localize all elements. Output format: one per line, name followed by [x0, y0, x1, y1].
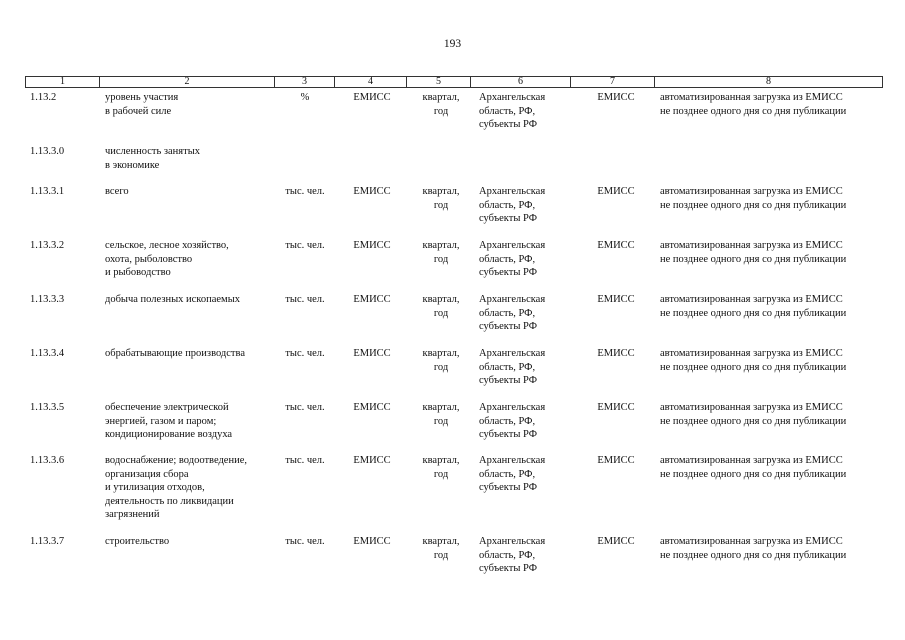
row-source-2: ЕМИСС — [597, 536, 635, 547]
row-unit: тыс. чел. — [285, 186, 325, 197]
row-code: 1.13.2 — [30, 92, 57, 103]
row-level: Архангельская область, РФ, субъекты РФ — [479, 294, 546, 332]
row-method: автоматизированная загрузка из ЕМИСС не позднее одного дня со дня публикации — [660, 402, 847, 427]
row-method: автоматизированная загрузка из ЕМИСС не позднее одного дня со дня публикации — [660, 240, 847, 265]
row-unit: тыс. чел. — [285, 348, 325, 359]
column-header-3: 3 — [275, 77, 335, 87]
row-indicator-name: всего — [105, 186, 129, 197]
row-source-2: ЕМИСС — [597, 240, 635, 251]
row-source-2: ЕМИСС — [597, 186, 635, 197]
row-level: Архангельская область, РФ, субъекты РФ — [479, 348, 546, 386]
row-period: квартал, год — [422, 186, 460, 211]
row-period: квартал, год — [422, 240, 460, 265]
column-header-2: 2 — [100, 77, 275, 87]
row-method: автоматизированная загрузка из ЕМИСС не позднее одного дня со дня публикации — [660, 186, 847, 211]
row-method: автоматизированная загрузка из ЕМИСС не позднее одного дня со дня публикации — [660, 294, 847, 319]
row-source-2: ЕМИСС — [597, 455, 635, 466]
row-source-2: ЕМИСС — [597, 348, 635, 359]
row-code: 1.13.3.3 — [30, 294, 65, 305]
column-header-7: 7 — [571, 77, 655, 87]
column-header-8: 8 — [766, 76, 771, 87]
row-indicator-name: водоснабжение; водоотведение, организация сбора и утилизация отходов, деятельность по ликвидации загрязнений — [105, 455, 247, 520]
row-code: 1.13.3.0 — [30, 146, 65, 157]
column-header-6: 6 — [471, 77, 571, 87]
row-unit: тыс. чел. — [285, 240, 325, 251]
row-level: Архангельская область, РФ, субъекты РФ — [479, 92, 546, 130]
row-source: ЕМИСС — [353, 455, 391, 466]
row-indicator-name: строительство — [105, 536, 170, 547]
row-indicator-name: сельское, лесное хозяйство, охота, рыболовство и рыбоводство — [105, 240, 229, 278]
row-period: квартал, год — [422, 92, 460, 117]
row-period: квартал, год — [422, 402, 460, 427]
column-header-1: 1 — [26, 77, 100, 87]
row-unit: тыс. чел. — [285, 402, 325, 413]
row-code: 1.13.3.4 — [30, 348, 65, 359]
row-method: автоматизированная загрузка из ЕМИСС не позднее одного дня со дня публикации — [660, 455, 847, 480]
row-source-2: ЕМИСС — [597, 402, 635, 413]
row-code: 1.13.3.5 — [30, 402, 65, 413]
row-source-2: ЕМИСС — [597, 92, 635, 103]
page-number: 193 — [443, 38, 462, 50]
column-header-5: 5 — [407, 77, 471, 87]
row-code: 1.13.3.7 — [30, 536, 65, 547]
row-unit: % — [300, 92, 310, 103]
row-unit: тыс. чел. — [285, 536, 325, 547]
row-indicator-name: численность занятых в экономике — [105, 146, 201, 171]
row-code: 1.13.3.6 — [30, 455, 65, 466]
row-source: ЕМИСС — [353, 294, 391, 305]
row-source: ЕМИСС — [353, 186, 391, 197]
row-method: автоматизированная загрузка из ЕМИСС не позднее одного дня со дня публикации — [660, 536, 847, 561]
row-period: квартал, год — [422, 348, 460, 373]
row-period: квартал, год — [422, 455, 460, 480]
row-code: 1.13.3.2 — [30, 240, 65, 251]
row-source: ЕМИСС — [353, 536, 391, 547]
row-unit: тыс. чел. — [285, 294, 325, 305]
row-method: автоматизированная загрузка из ЕМИСС не позднее одного дня со дня публикации — [660, 92, 847, 117]
row-indicator-name: обеспечение электрической энергией, газом и паром; кондиционирование воздуха — [105, 402, 233, 440]
row-level: Архангельская область, РФ, субъекты РФ — [479, 402, 546, 440]
row-source: ЕМИСС — [353, 348, 391, 359]
column-header-4: 4 — [335, 77, 407, 87]
row-indicator-name: добыча полезных ископаемых — [105, 294, 240, 305]
row-level: Архангельская область, РФ, субъекты РФ — [479, 240, 546, 278]
row-level: Архангельская область, РФ, субъекты РФ — [479, 186, 546, 224]
row-level: Архангельская область, РФ, субъекты РФ — [479, 455, 546, 493]
row-indicator-name: уровень участия в рабочей силе — [105, 92, 179, 117]
row-method: автоматизированная загрузка из ЕМИСС не позднее одного дня со дня публикации — [660, 348, 847, 373]
table-header-row — [25, 76, 883, 88]
row-source: ЕМИСС — [353, 240, 391, 251]
row-period: квартал, год — [422, 536, 460, 561]
row-source: ЕМИСС — [353, 92, 391, 103]
row-code: 1.13.3.1 — [30, 186, 65, 197]
row-unit: тыс. чел. — [285, 455, 325, 466]
row-source: ЕМИСС — [353, 402, 391, 413]
row-source-2: ЕМИСС — [597, 294, 635, 305]
row-indicator-name: обрабатывающие производства — [105, 348, 245, 359]
row-period: квартал, год — [422, 294, 460, 319]
row-level: Архангельская область, РФ, субъекты РФ — [479, 536, 546, 574]
